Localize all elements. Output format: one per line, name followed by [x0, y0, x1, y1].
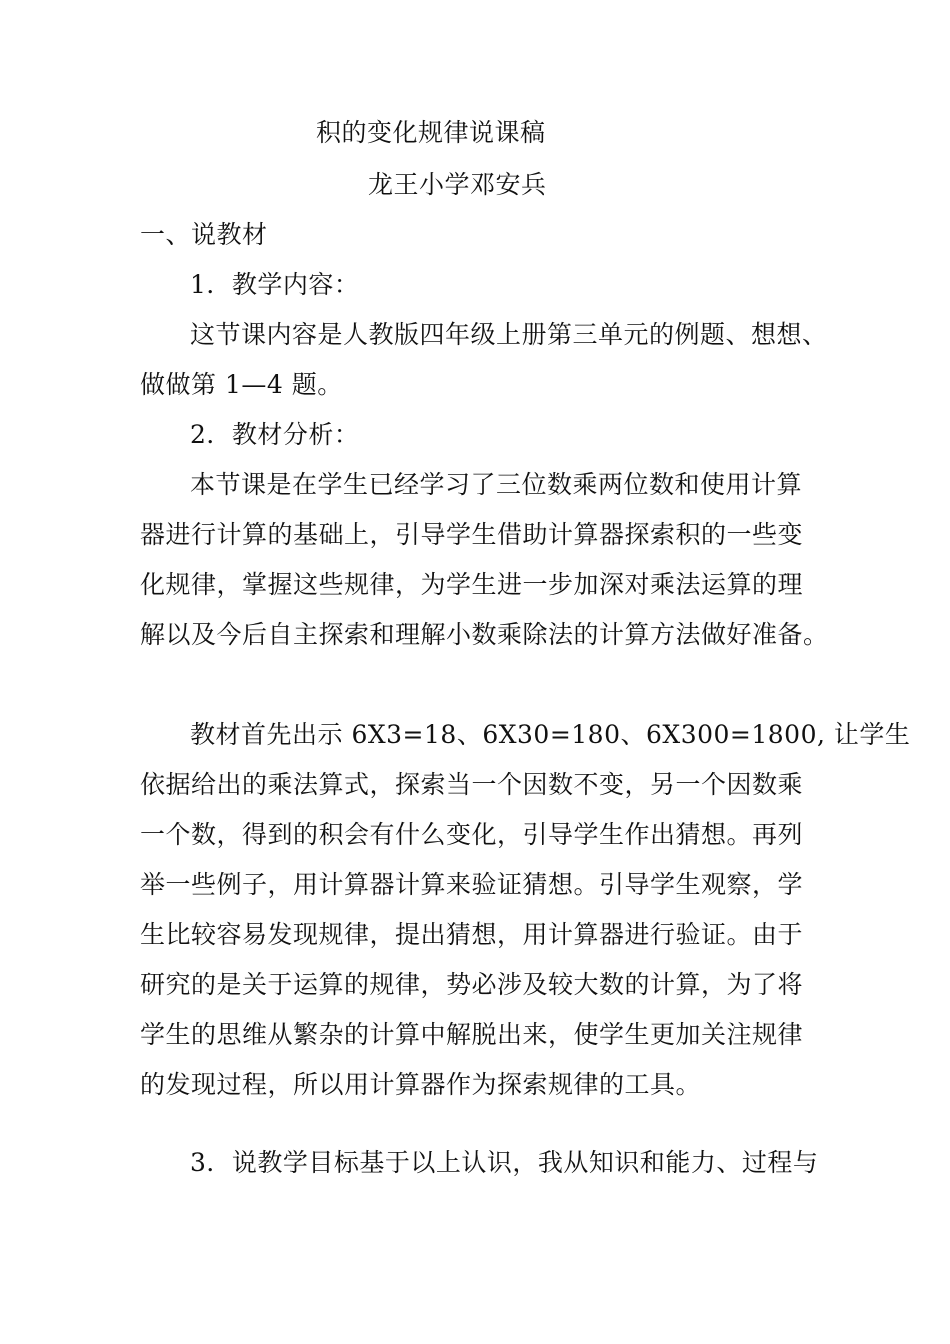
paragraph-line: 生比较容易发现规律，提出猜想，用计算器进行验证。由于 [140, 920, 804, 949]
paragraph-line: 本节课是在学生已经学习了三位数乘两位数和使用计算 [190, 470, 803, 499]
paragraph-line: 教材首先出示 6X3=18、6X30=180、6X300=1800, 让学生 [190, 720, 911, 749]
paragraph-line: 研究的是关于运算的规律，势必涉及较大数的计算，为了将 [140, 970, 804, 999]
item-heading-teaching-content: 1．教学内容： [190, 270, 360, 299]
paragraph-line: 器进行计算的基础上，引导学生借助计算器探索积的一些变 [140, 520, 804, 549]
paragraph-line: 一个数，得到的积会有什么变化，引导学生作出猜想。再列 [140, 820, 804, 849]
item-heading-material-analysis: 2．教材分析： [190, 420, 360, 449]
paragraph-line: 做做第 1—4 题。 [140, 370, 343, 399]
item-heading-teaching-objectives: 3．说教学目标基于以上认识，我从知识和能力、过程与 [190, 1148, 819, 1177]
paragraph-line: 依据给出的乘法算式，探索当一个因数不变，另一个因数乘 [140, 770, 804, 799]
paragraph-line: 举一些例子，用计算器计算来验证猜想。引导学生观察，学 [140, 870, 804, 899]
paragraph-line: 学生的思维从繁杂的计算中解脱出来，使学生更加关注规律 [140, 1020, 804, 1049]
document-author: 龙王小学邓安兵 [368, 170, 547, 199]
paragraph-line: 化规律，掌握这些规律，为学生进一步加深对乘法运算的理 [140, 570, 804, 599]
paragraph-line: 的发现过程，所以用计算器作为探索规律的工具。 [140, 1070, 702, 1099]
paragraph-line: 解以及今后自主探索和理解小数乘除法的计算方法做好准备。 [140, 620, 829, 649]
paragraph-line: 这节课内容是人教版四年级上册第三单元的例题、想想、 [190, 320, 828, 349]
section-heading-teaching-material: 一、说教材 [140, 220, 268, 249]
document-title: 积的变化规律说课稿 [316, 118, 546, 147]
